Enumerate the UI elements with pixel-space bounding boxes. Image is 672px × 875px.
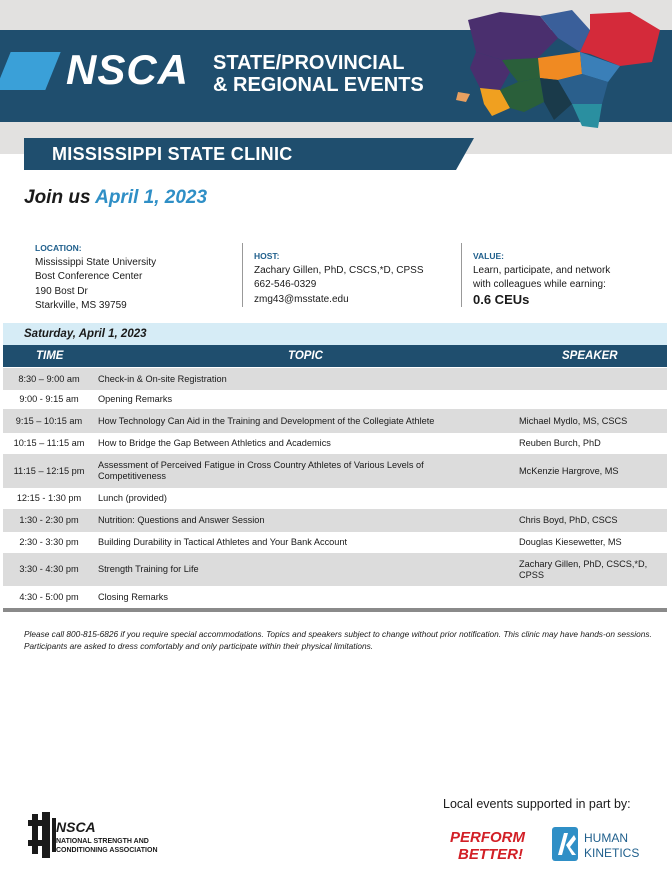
row-topic: Opening Remarks	[98, 394, 173, 404]
row-topic: Building Durability in Tactical Athletes and Your Bank Account	[98, 537, 348, 547]
row-speaker: McKenzie Hargrove, MS	[519, 465, 619, 476]
clinic-title: MISSISSIPPI STATE CLINIC	[52, 144, 293, 164]
row-topic: Check-in & On-site Registration	[98, 373, 227, 384]
table-row	[3, 433, 667, 454]
table-row	[3, 509, 667, 532]
location-line: 190 Bost Dr	[35, 285, 88, 297]
footer-logo-brand: NSCA	[56, 819, 96, 835]
row-speaker	[519, 586, 667, 608]
location-block	[35, 241, 156, 314]
row-speaker: Chris Boyd, PhD, CSCS	[519, 515, 618, 525]
row-time: 9:15 – 10:15 am	[15, 415, 83, 426]
footer-logo-line-1: NATIONAL STRENGTH AND	[56, 838, 149, 845]
row-speaker: Zachary Gillen, PhD, CSCS,*D, CPSS	[519, 558, 648, 580]
host-phone: 662-546-0329	[254, 279, 317, 290]
table-row	[3, 488, 667, 509]
event-date: April 1, 2023	[95, 187, 208, 208]
host-email: zmg43@msstate.edu	[254, 293, 349, 305]
row-topic: Strength Training for Life	[98, 564, 199, 574]
perform-better-line-2: BETTER!	[458, 846, 523, 863]
schedule-day: Saturday, April 1, 2023	[24, 328, 147, 340]
row-time: 1:30 - 2:30 pm	[19, 515, 79, 525]
location-line: Bost Conference Center	[35, 271, 143, 282]
table-row	[3, 532, 667, 553]
info-divider	[461, 243, 462, 307]
row-speaker	[519, 488, 667, 509]
row-speaker: Douglas Kiesewetter, MS	[519, 537, 622, 547]
table-row	[3, 368, 667, 390]
row-time: 2:30 - 3:30 pm	[19, 537, 79, 547]
value-label: VALUE:	[473, 251, 505, 261]
host-name: Zachary Gillen, PhD, CSCS,*D, CPSS	[254, 264, 424, 276]
join-us-heading	[24, 187, 207, 209]
north-america-map-icon	[440, 8, 668, 140]
host-label: HOST:	[254, 251, 280, 261]
row-time: 8:30 – 9:00 am	[18, 373, 80, 384]
banner-subtitle	[213, 52, 424, 96]
nsca-footer-logo	[26, 810, 186, 862]
table-row	[3, 454, 667, 488]
table-row	[3, 409, 667, 433]
value-block	[473, 249, 610, 307]
human-kinetics-line-1: HUMAN	[584, 831, 628, 845]
row-speaker	[519, 390, 667, 409]
row-speaker: Reuben Burch, PhD	[519, 438, 601, 448]
column-header-time: TIME	[36, 350, 64, 362]
row-speaker: Michael Mydlo, MS, CSCS	[519, 415, 628, 426]
perform-better-logo	[448, 825, 540, 865]
column-header-speaker: SPEAKER	[562, 350, 618, 362]
location-label: LOCATION:	[35, 243, 82, 253]
table-row	[3, 586, 667, 608]
value-line: Learn, participate, and network	[473, 264, 611, 276]
host-block	[254, 249, 424, 307]
info-divider	[242, 243, 243, 307]
row-topic: Assessment of Perceived Fatigue in Cross Country Athletes of Various Levels of Competitiveness	[98, 460, 424, 481]
row-topic: How Technology Can Aid in the Training and Development of the Collegiate Athlete	[98, 415, 435, 426]
nsca-brand-title: NSCA	[66, 46, 190, 93]
row-time: 4:30 - 5:00 pm	[19, 591, 79, 602]
table-bottom-rule	[3, 608, 667, 612]
table-row	[3, 553, 667, 586]
location-line: Starkville, MS 39759	[35, 300, 127, 311]
row-speaker	[519, 368, 667, 390]
location-line: Mississippi State University	[35, 256, 157, 268]
row-topic: Nutrition: Questions and Answer Session	[98, 515, 265, 525]
row-time: 11:15 – 12:15 pm	[13, 465, 85, 476]
row-topic: How to Bridge the Gap Between Athletics and Academics	[98, 438, 331, 448]
human-kinetics-logo	[550, 825, 660, 865]
accommodation-notice: Please call 800-815-6826 if you require special accommodations. Topics and speakers subject to change without prior notification. This clinic may have hands-on sessions. Participants are asked to dress comfortably and only participate within their physical limitations.	[24, 629, 652, 651]
value-line: with colleagues while earning:	[473, 279, 606, 290]
row-topic: Lunch (provided)	[98, 493, 167, 503]
row-topic: Closing Remarks	[98, 591, 168, 602]
table-row	[3, 390, 667, 409]
ceus-value: 0.6 CEUs	[473, 291, 530, 307]
banner-line-2: & REGIONAL EVENTS	[213, 74, 424, 96]
support-text: Local events supported in part by:	[443, 797, 631, 811]
footer-logo-line-2: CONDITIONING ASSOCIATION	[56, 847, 158, 854]
column-header-topic: TOPIC	[288, 350, 323, 362]
banner-line-1: STATE/PROVINCIAL	[213, 52, 405, 74]
perform-better-line-1: PERFORM	[450, 829, 525, 846]
join-prefix: Join us	[24, 187, 91, 208]
row-time: 10:15 – 11:15 am	[13, 438, 85, 448]
row-time: 12:15 - 1:30 pm	[16, 493, 82, 503]
human-kinetics-line-2: KINETICS	[584, 846, 640, 860]
row-time: 9:00 - 9:15 am	[19, 394, 79, 404]
row-time: 3:30 - 4:30 pm	[19, 564, 79, 574]
